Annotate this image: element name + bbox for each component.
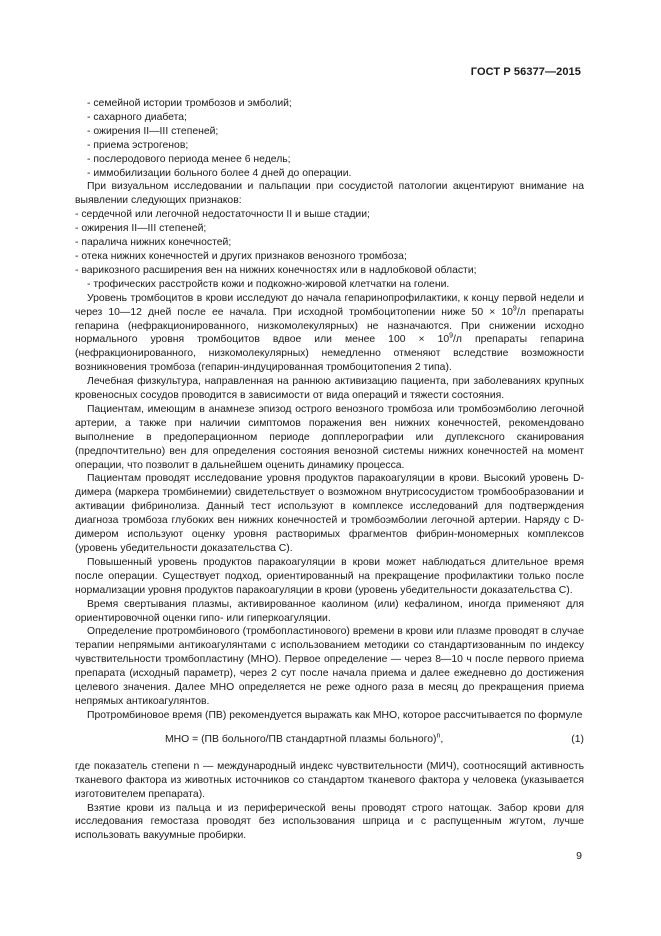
formula-inr bbox=[75, 728, 584, 752]
document-body bbox=[75, 97, 584, 843]
formula-text: МНО = (ПВ больного/ПВ стандартной плазмы больного) bbox=[165, 733, 437, 745]
list-item: - паралича нижних конечностей; bbox=[75, 237, 232, 249]
paragraph-visual-exam: При визуальном исследовании и пальпации при сосудистой патологии акцентируют внимание на выявлении следующих признаков: bbox=[75, 181, 584, 207]
list-item: - послеродового периода менее 6 недель; bbox=[87, 153, 291, 165]
list-item: - ожирения II—III степеней; bbox=[75, 223, 207, 235]
list-item: - сердечной или легочной недостаточности II и выше стадии; bbox=[75, 209, 370, 221]
list-item: - приема эстрогенов; bbox=[87, 139, 189, 151]
paragraph-physiotherapy: Лечебная физкультура, направленная на раннюю активизацию пациента, при заболеваниях крупных кровеносных сосудов проводится в зависимости от вида операций и тяжести состояния. bbox=[75, 376, 584, 402]
page-number: 9 bbox=[576, 850, 582, 862]
list-item: - трофических расстройств кожи и подкожно-жировой клетчатки на голени. bbox=[87, 278, 450, 290]
platelets-text-1: Уровень тромбоцитов в крови исследуют до начала гепаринопрофилактики, к концу первой недели и через 10—12 дней после ее начала. При исходной тромбоцитопении ниже 50 × 10 bbox=[75, 292, 584, 318]
paragraph-prothrombin: Определение протромбинового (тромбопластинового) времени в крови или плазме проводят в случае терапии непрямыми антикоагулянтами с использованием методики со стандартизованным по индексу чувствительности тромбопластину (МНО). Первое определение — через 8—10 ч после первого приема препарата (исходный параметр), через 2 сут после начала приема и далее ежедневно до достижения целевого значения. Далее МНО определяется не реже одного раза в месяц до прекращения приема непрямых антикоагулянтов. bbox=[75, 626, 584, 707]
paragraph-elevated-level: Повышенный уровень продуктов паракоагуляции в крови может наблюдаться длительное время после операции. Существует подход, ориентированный на прекращение профилактики только после нормализации уровня продуктов паракоагуляции в крови (уровень убедительности доказательства С). bbox=[75, 556, 584, 596]
exponent: 9 bbox=[512, 305, 517, 313]
paragraph-history: Пациентам, имеющим в анамнезе эпизод острого венозного тромбоза или тромбоэмболию легочной артерии, а также при наличии симптомов поражения вен нижних конечностей, рекомендовано выполнение в предоперационном периоде допплерографии или дуплексного сканирования (предпочтительно) вен для определения состояния венозной системы нижних конечностей на момент операции, что позволит в дальнейшем оценить динамику процесса. bbox=[75, 403, 584, 471]
exponent: 9 bbox=[449, 332, 454, 340]
list-item: - семейной истории тромбозов и эмболий; bbox=[87, 98, 292, 109]
paragraph-pv-inr: Протромбиновое время (ПВ) рекомендуется выражать как МНО, которое рассчитывается по формуле bbox=[87, 709, 583, 721]
platelets-text-2: /л препараты гепарина (нефракционированного, низкомолекулярных) не назначаются. При снижении исходно нормального уровня тромбоцитов вдвое или менее 100 × 10 bbox=[75, 306, 585, 346]
paragraph-platelets bbox=[75, 292, 584, 375]
paragraph-clotting-time: Время свертывания плазмы, активированное каолином (или) кефалином, иногда применяют для ориентировочной оценки гипо- или гиперкоагуляции. bbox=[75, 598, 584, 624]
platelets-text-3: /л препараты гепарина (нефракционированного, низкомолекулярных) немедленно отменяют вследствие возможности возникновения тромбоза (гепарин-индуцированная тромбоцитопения 2 типа). bbox=[75, 334, 584, 374]
list-item: - иммобилизации больного более 4 дней до операции. bbox=[87, 167, 352, 179]
formula-expression bbox=[165, 733, 443, 747]
paragraph-paracoagulation: Пациентам проводят исследование уровня продуктов паракоагуляции в крови. Высокий уровень D-димера (маркера тромбинемии) свидетельствует о возможном внутрисосудистом тромбообразовании и активации фибринолиза. Данный тест используют в комплексе исследований для подтверждения диагноза тромбоза глубоких вен нижних конечностей и тромбоэмболии легочной артерии. Наряду с D-димером используют оценку уровня растворимых фрагментов фибрин-мономерных комплексов (уровень убедительности доказательства С). bbox=[75, 473, 584, 554]
formula-number: (1) bbox=[571, 733, 584, 745]
paragraph-where: где показатель степени n — международный индекс чувствительности (МИЧ), соотносящий активность тканевого фактора из животных источников со стандартом тканевого фактора у человека (указывается изготовителем препарата). bbox=[75, 760, 584, 800]
list-item: - сахарного диабета; bbox=[87, 111, 187, 123]
list-item: - варикозного расширения вен на нижних конечностях или в надлобковой области; bbox=[75, 264, 477, 276]
paragraph-sampling: Взятие крови из пальца и из периферической вены проводят строго натощак. Забор крови для исследования гемостаза проводят без использования шприца и с распущенным жгутом, лучше использовать вакуумные пробирки. bbox=[75, 802, 584, 842]
formula-tail: , bbox=[440, 733, 444, 745]
list-item: - отека нижних конечностей и других признаков венозного тромбоза; bbox=[75, 250, 407, 262]
formula-exponent: n bbox=[436, 732, 441, 740]
list-item: - ожирения II—III степеней; bbox=[87, 125, 219, 137]
document-header: ГОСТ Р 56377—2015 bbox=[470, 66, 581, 78]
